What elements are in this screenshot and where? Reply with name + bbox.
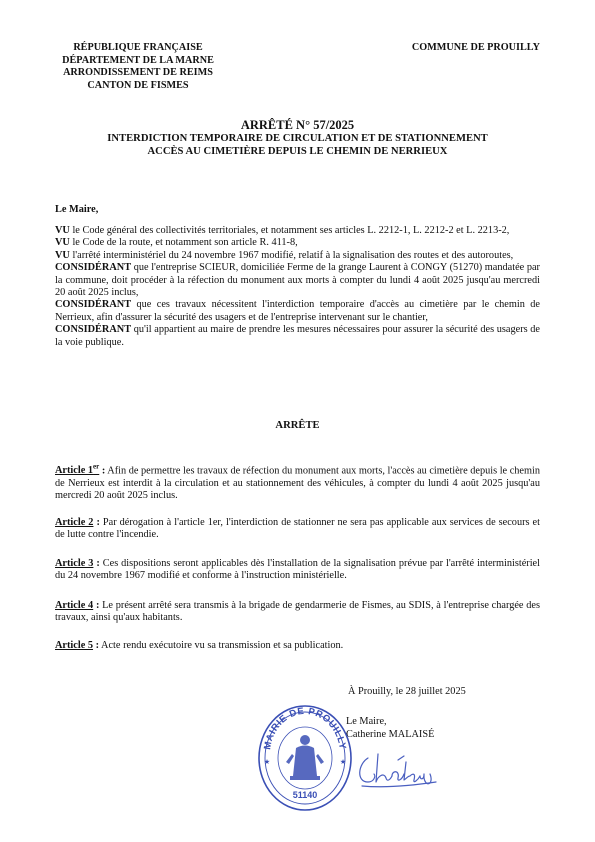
article-2: Article 2 : Par dérogation à l'article 1er, l'interdiction de stationner ne sera pas applicable aux services de secours et de lutte contre l'incendie. bbox=[55, 517, 540, 541]
svg-text:★: ★ bbox=[263, 759, 271, 766]
article-label: Article 1er bbox=[55, 463, 100, 477]
header-line-canton: CANTON DE FISMES bbox=[87, 79, 189, 91]
signer-role: Le Maire, bbox=[346, 716, 387, 727]
visa-item bbox=[55, 237, 540, 249]
visa-item bbox=[55, 225, 540, 237]
header-line-departement: DÉPARTEMENT DE LA MARNE bbox=[62, 54, 214, 66]
article-text: Ces dispositions seront applicables dès l'installation de la signalisation prévue par l'arrêté interministériel du 24 novembre 1967 modifié et conforme à l'instruction ministérielle. bbox=[55, 558, 540, 582]
visa-lead: VU bbox=[55, 249, 70, 261]
visa-lead: VU bbox=[55, 237, 70, 249]
considerant-text: que l'entreprise SCIEUR, domiciliée Ferme de la grange Laurent à CONGY (51270) mandatée par la commune, doit procéder à la réfection du monument aux morts à compter du lundi 4 août 2025 jusqu'au mercredi 20 août 2025 inclus, bbox=[55, 262, 540, 299]
article-label: Article 5 bbox=[55, 640, 94, 651]
article-text: Afin de permettre les travaux de réfection du monument aux morts, l'accès au cimetière depuis le chemin de Nerrieux est interdit à la circulation et au stationnement des véhicules, à compter du lundi 4 août 2025 jusqu'au mercredi 20 août 2025 inclus. bbox=[55, 465, 541, 502]
article-1: Article 1er : Afin de permettre les travaux de réfection du monument aux morts, l'accès au cimetière depuis le chemin de Nerrieux est interdit à la circulation et au stationnement des véhicules, à compter du lundi 4 août 2025 jusqu'au mercredi 20 août 2025 inclus. bbox=[55, 463, 541, 502]
visa-text: le Code de la route, et notamment son article R. 411-8, bbox=[69, 237, 298, 249]
article-5: Article 5 : Acte rendu exécutoire vu sa transmission et sa publication. bbox=[55, 640, 344, 651]
place-and-date: À Prouilly, le 28 juillet 2025 bbox=[348, 686, 466, 697]
considerant-item bbox=[55, 324, 540, 349]
visas-section bbox=[55, 225, 540, 349]
title-block bbox=[40, 118, 555, 158]
considerant-item bbox=[55, 262, 540, 299]
article-label: Article 2 bbox=[55, 517, 94, 528]
visa-text: le Code général des collectivités territoriales, et notamment ses articles L. 2212-1, L. 2212-2 et L. 2213-2, bbox=[69, 225, 510, 236]
header-commune: COMMUNE DE PROUILLY bbox=[411, 42, 540, 53]
svg-text:★: ★ bbox=[339, 759, 347, 766]
considerant-text: que ces travaux nécessitent l'interdiction temporaire d'accès au cimetière par le chemin de Nerrieux, afin d'assurer la sécurité des usagers et de l'entreprise intervenant sur le chantier, bbox=[55, 299, 540, 323]
title-line-1: INTERDICTION TEMPORAIRE DE CIRCULATION ET DE STATIONNEMENT bbox=[107, 133, 488, 144]
considerant-lead: CONSIDÉRANT bbox=[55, 299, 132, 311]
signer-name: Catherine MALAISÉ bbox=[346, 728, 435, 740]
svg-text:MAIRIE DE PROUILLY: MAIRIE DE PROUILLY bbox=[262, 705, 348, 751]
considerant-item bbox=[55, 299, 540, 324]
header-administrative-block bbox=[48, 42, 228, 92]
header-line-arrondissement: ARRONDISSEMENT DE REIMS bbox=[63, 67, 213, 78]
article-text: Par dérogation à l'article 1er, l'interdiction de stationner ne sera pas applicable aux services de secours et de lutte contre l'incendie. bbox=[55, 517, 540, 541]
considerant-lead: CONSIDÉRANT bbox=[55, 324, 132, 336]
article-label: Article 4 bbox=[55, 600, 94, 611]
visa-text: l'arrêté interministériel du 24 novembre 1967 modifié, relatif à la signalisation des routes et des autoroutes, bbox=[69, 249, 514, 261]
intro-le-maire: Le Maire, bbox=[55, 204, 99, 215]
visa-item bbox=[55, 250, 540, 262]
mairie-stamp-seal bbox=[256, 702, 354, 814]
handwritten-signature bbox=[354, 748, 440, 792]
article-text: Le présent arrêté sera transmis à la brigade de gendarmerie de Fismes, au SDIS, à l'entreprise chargée des travaux, ainsi qu'aux habitants. bbox=[55, 600, 540, 624]
visa-lead: VU bbox=[55, 225, 70, 236]
considerant-text: qu'il appartient au maire de prendre les mesures nécessaires pour assurer la sécurité des usagers de la voie publique. bbox=[55, 324, 540, 348]
article-3: Article 3 : Ces dispositions seront applicables dès l'installation de la signalisation prévue par l'arrêté interministériel du 24 novembre 1967 modifié et conforme à l'instruction ministérielle. bbox=[55, 558, 540, 582]
svg-text:51140: 51140 bbox=[292, 790, 318, 800]
title-line-2: ACCÈS AU CIMETIÈRE DEPUIS LE CHEMIN DE NERRIEUX bbox=[147, 145, 448, 157]
article-4: Article 4 : Le présent arrêté sera transmis à la brigade de gendarmerie de Fismes, au SDIS, à l'entreprise chargée des travaux, ainsi qu'aux habitants. bbox=[55, 600, 540, 624]
article-label: Article 3 bbox=[55, 558, 94, 569]
considerant-lead: CONSIDÉRANT bbox=[55, 262, 132, 274]
arrete-number: ARRÊTÉ N° 57/2025 bbox=[240, 118, 355, 132]
header-line-republique: RÉPUBLIQUE FRANÇAISE bbox=[73, 42, 203, 53]
arrete-heading: ARRÊTE bbox=[275, 420, 320, 431]
signer-block bbox=[346, 716, 434, 741]
article-text: Acte rendu exécutoire vu sa transmission et sa publication. bbox=[99, 640, 344, 651]
